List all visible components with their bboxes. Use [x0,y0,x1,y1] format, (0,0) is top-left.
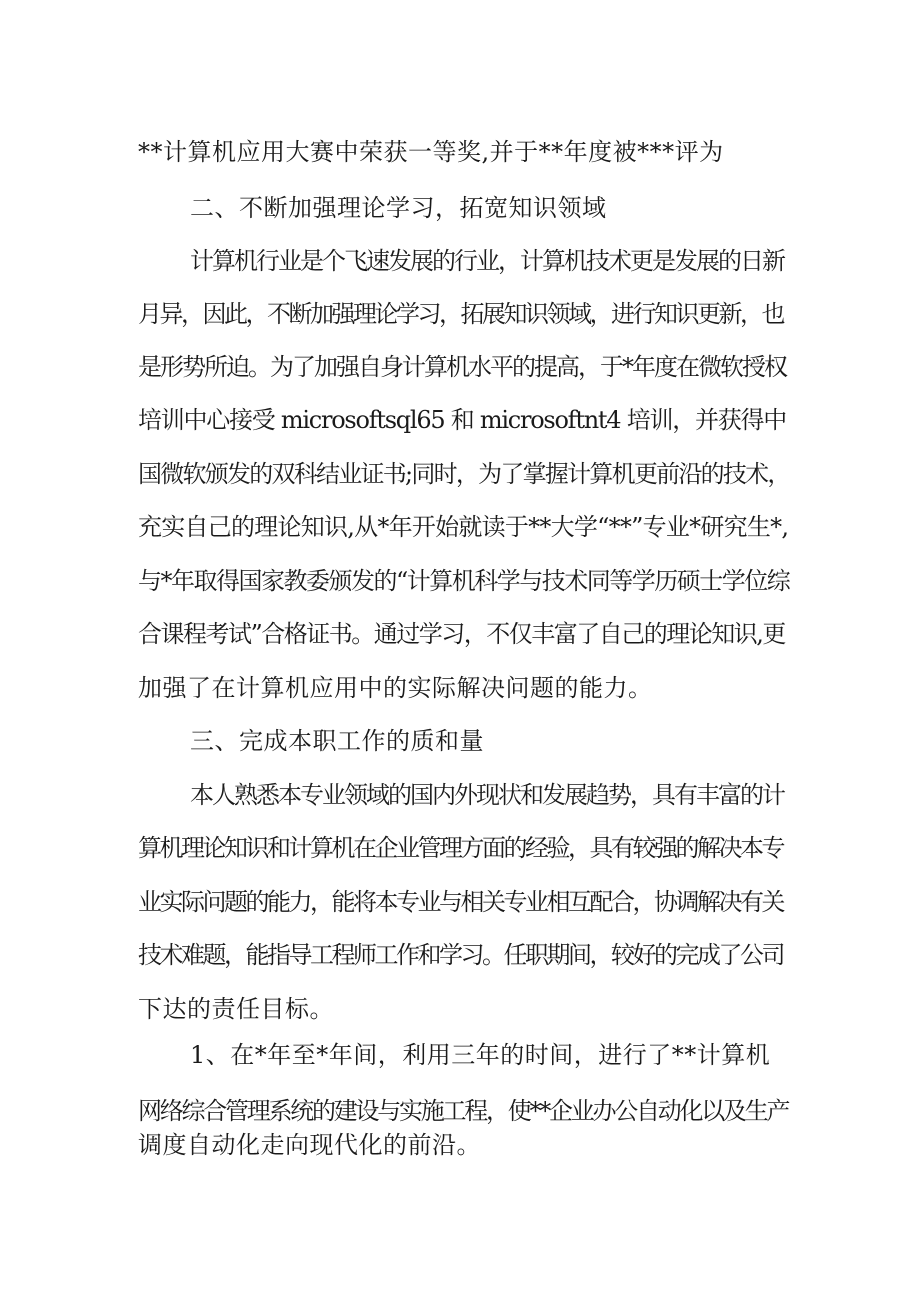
text-line: 与*年取得国家教委颁发的“计算机科学与技术同等学历硕士学位综 [138,567,790,595]
text-line: 业实际问题的能力，能将本专业与相关专业相互配合，协调解决有关 [138,888,783,916]
text-line: 算机理论知识和计算机在企业管理方面的经验，具有较强的解决本专 [138,834,783,862]
text-line: 下达的责任目标。 [138,995,334,1023]
text-line: 技术难题，能指导工程师工作和学习。任职期间，较好的完成了公司 [138,941,783,969]
text-line: 调度自动化走向现代化的前沿。 [138,1131,481,1159]
text-line: 月异，因此，不断加强理论学习，拓展知识领域，进行知识更新，也 [138,300,783,328]
text-line: 计算机行业是个飞速发展的行业，计算机技术更是发展的日新 [190,247,784,275]
section-heading: 二、不断加强理论学习，拓宽知识领域 [190,194,607,222]
text-line: 是形势所迫。为了加强自身计算机水平的提高，于*年度在微软授权 [138,353,786,381]
list-item: 1、在*年至*年间，利用三年的时间，进行了**计算机 [190,1041,771,1069]
text-line: 网络综合管理系统的建设与实施工程，使**企业办公自动化以及生产 [138,1097,789,1125]
text-line: 合课程考试”合格证书。通过学习，不仅丰富了自己的理论知识,更 [138,620,785,648]
text-line: 培训中心接受 microsoftsql65 和 microsoftnt4 培训，并获得中 [138,406,786,434]
text-line: 国微软颁发的双科结业证书;同时，为了掌握计算机更前沿的技术， [138,460,790,488]
text-line: 加强了在计算机应用中的实际解决问题的能力。 [138,674,653,702]
section-heading: 三、完成本职工作的质和量 [190,727,484,755]
text-line: 本人熟悉本专业领域的国内外现状和发展趋势，具有丰富的计 [190,781,784,809]
text-line: **计算机应用大赛中荣获一等奖,并于**年度被***评为 [138,138,724,166]
text-line: 充实自己的理论知识,从*年开始就读于**大学“**”专业*研究生*, [138,513,789,541]
